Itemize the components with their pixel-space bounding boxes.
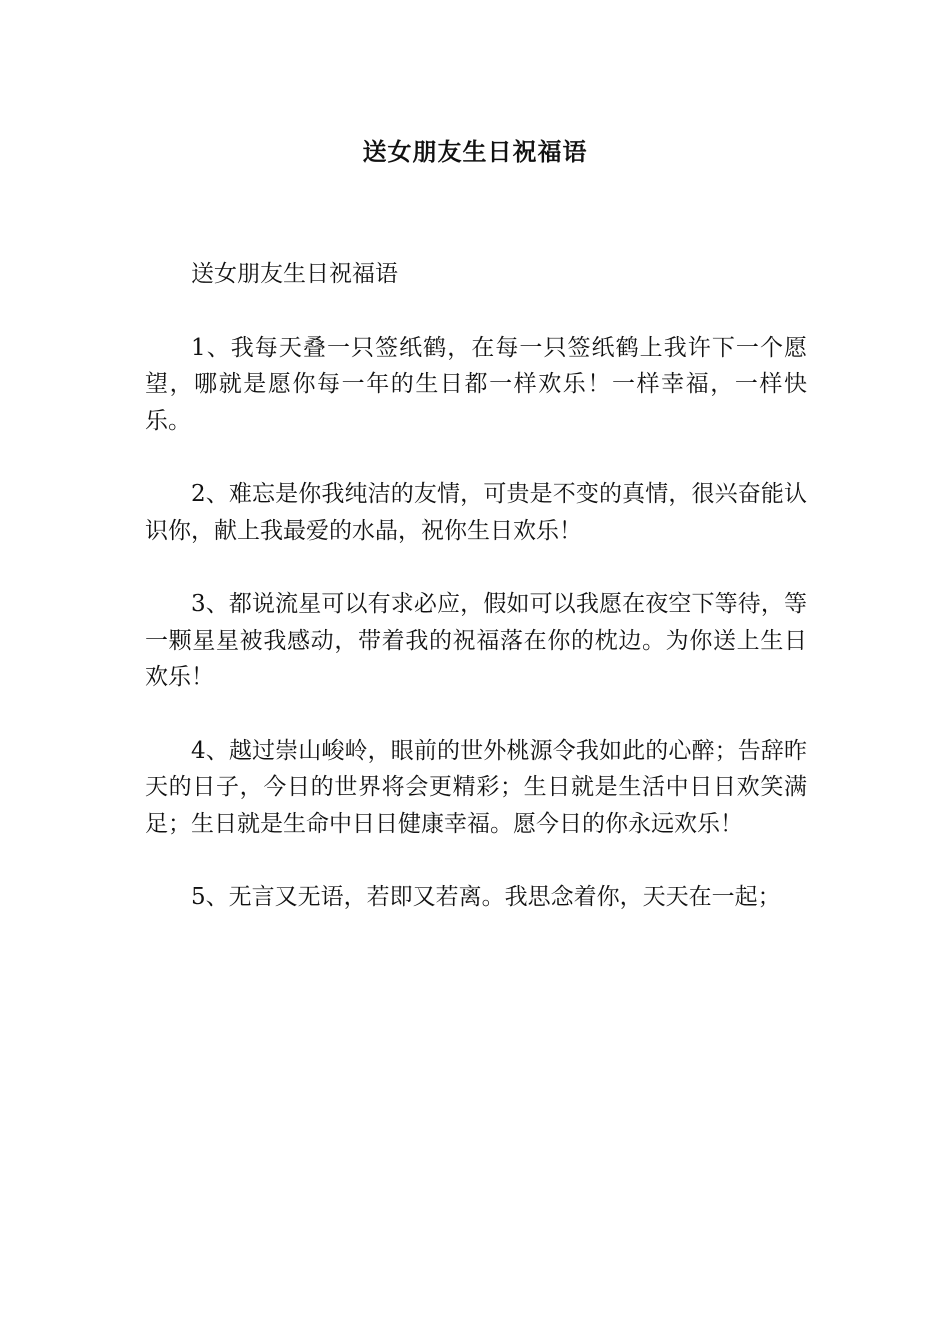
paragraph-4: 4、越过崇山峻岭，眼前的世外桃源令我如此的心醉；告辞昨天的日子，今日的世界将会更精彩；生日就是生活中日日欢笑满足；生日就是生命中日日健康幸福。愿今日的你永远欢乐！ xyxy=(145,737,807,837)
paragraph-5: 5、无言又无语，若即又若离。我思念着你，天天在一起； xyxy=(191,884,781,910)
paragraph-3: 3、都说流星可以有求必应，假如可以我愿在夜空下等待，等一颗星星被我感动，带着我的祝福落在你的枕边。为你送上生日欢乐！ xyxy=(145,591,807,690)
paragraph-2: 2、难忘是你我纯洁的友情，可贵是不变的真情，很兴奋能认识你，献上我最爱的水晶，祝你生日欢乐！ xyxy=(145,481,807,544)
document-title: 送女朋友生日祝福语 xyxy=(362,137,588,166)
paragraph-heading: 送女朋友生日祝福语 xyxy=(191,261,398,287)
document-body xyxy=(145,256,807,953)
paragraph-1: 1、我每天叠一只签纸鹤，在每一只签纸鹤上我许下一个愿望，哪就是愿你每一年的生日都一样欢乐！一样幸福，一样快乐。 xyxy=(145,334,807,434)
